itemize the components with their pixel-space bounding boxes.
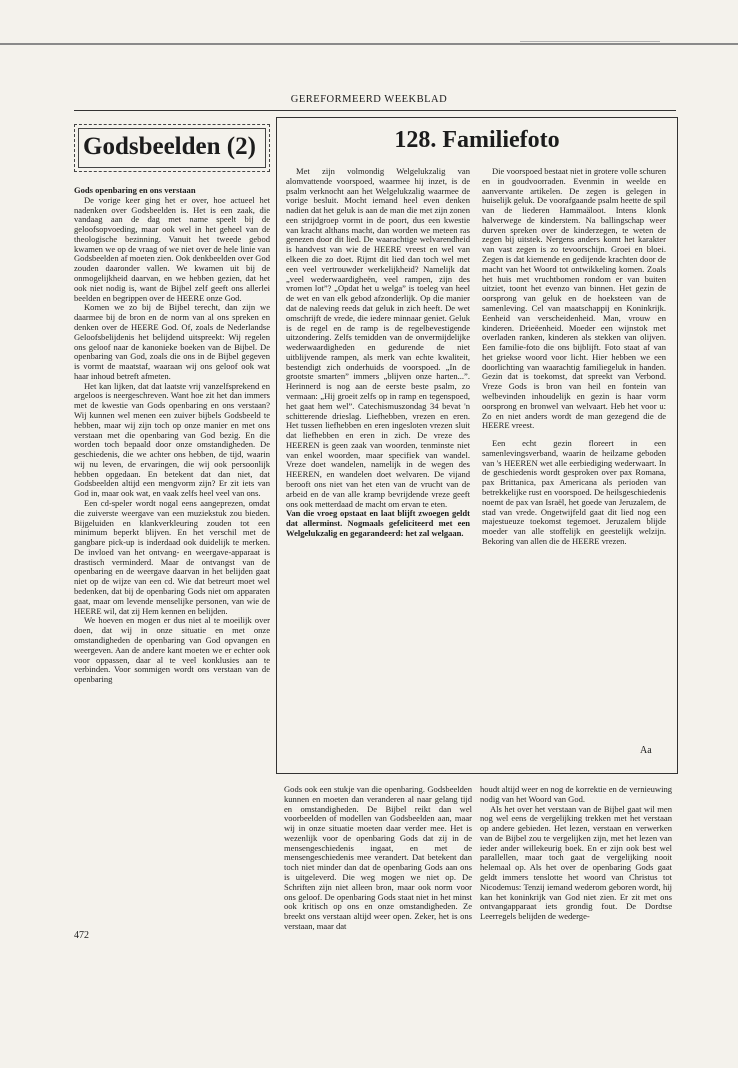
left-paragraph: Een cd-speler wordt nogal eens aangeprezen, omdat die zuiverste weergave van een muziekstuk zou bieden. Bijgeluiden en klankverkleuring zouden tot een minimum beperkt blijven. En het verschil met de gangbare pick-up is inderdaad ook duidelijk te merken. De invloed van het ontvang- en weergave-apparaat is drastisch verminderd. Maar de ontvangst van de openbaring en de weergave daarvan in het belijden gaat niet op de wijze van een cd. Wie dat betreurt moet wel bedenken, dat bij de openbaring Gods niet om apparaten gaat, maar om levende menselijke personen, van wie de HEERE wil, dat zij Hem kennen en belijden. <box>74 498 270 616</box>
framed-article-title: 128. Familiefoto <box>394 127 560 153</box>
framed-bold-text: Van die vroeg opstaat en laat blijft zwoegen geldt dat allerminst. Nogmaals gefeliciteerd met een Welgelukzalig en gegarandeerd: het zal welgaan. <box>286 508 470 538</box>
top-rule <box>0 43 738 45</box>
right-paragraph: houdt altijd weer en nog de korrektie en de vernieuwing nodig van het Woord van God. <box>480 784 672 804</box>
left-title-box <box>74 124 270 172</box>
middle-column-continued <box>284 785 472 932</box>
page-number: 472 <box>74 930 89 941</box>
framed-paragraph: Met zijn volmondig Welgelukzalig van alomvattende voorspoed, waarmee hij inzet, is de psalm verknocht aan het Welgelukzalig waarmee de vorige besluit. Mocht iemand heel even denken nadien dat het geluk is aan de man die met zijn zonen een strijdgroep vormt in de poort, dus een kwestie van kracht althans macht, dan worden we meteen ras genezen door dit lied. De waarachtige welvarendheid is handvest van wie de HEERE vreest en wel van elkeen die zo doet. Rijmt dit lied dan toch wel met een veel vertrouwder werkelijkheid? Namelijk dat „veel wederwaardigheën, veel rampen, zijn des vromen lot”? „Opdat het u welga” is toeleg van heel de wet en van elk gebod afzonderlijk. Op die manier dat de naleving reeds dat geluk in zich heeft. De wet omschrijft de vrede, die iedere minnaar geniet. Geluk is de regel en de ramp is de regelbevestigende uitzondering. Zelfs temidden van de onvermijdelijke wederwaardigheden en gedurende de niet uitblijvende rampen, als merk van echte kwaliteit, bestendigt zich onderhuids de voorspoed. „In de grootste smarten” immers „blijven onze harten...”. Herinnerd is nog aan de eerste beste psalm, zo vermaan: „Hij groeit zelfs op in ramp en tegenspoed, het gaat hem wel”. Catechismuszondag 34 bevat 'n schitterende drieslag. Liefhebben, vrezen en eren. Het tussen liefhebben en eren ingesloten vrezen sluit dat liefhebben en eren in zich. De vreze des HEEREN is geen zaak van woorden, tenminste niet van enkel woorden, maar specifiek van wandel. Vreze doet wandelen, namelijk in de wegen des HEEREN, en wandelen doet welvaren. De vijand berooft ons niet van het eten van de vrucht van de arbeid en de van alle kramp bevrijdende vreze geeft ons ook metterdaad de macht om ervan te eten. <box>286 166 470 509</box>
middle-paragraph: Gods ook een stukje van die openbaring. Godsbeelden kunnen en moeten dan veranderen al naar gelang tijd en omstandigheden. De Bijbel reikt dan wel voorbeelden of modellen van Godsbeelden aan, maar wij in onze situatie moeten daar verder mee. Het is wezenlijk voor de openbaring Gods dat zij in de mensengeschiedenis ingaat, en met de mensengeschiedenis mee verandert. Dat betekent dan toch niet minder dan dat de openbaring Gods aan ons is uitgeleverd. Die weg mogen we niet op. De Schriften zijn niet alleen bron, maar ook norm voor ons geloof. De openbaring Gods staat niet in het minst ook kritisch op ons en onze omstandigheden. Ze breekt ons verstaan altijd weer open. Zeker, het is ons verstaan, maar dat <box>284 784 472 931</box>
left-paragraph: We hoeven en mogen er dus niet al te moeilijk over doen, dat wij in onze situatie en met onze omstandigheden de openbaring van God opvangen en weergeven. Aan de andere kant moeten we er echter ook voor oppassen, daar al te veel konklusies aan te verbinden. Voor sommigen wordt ons verstaan van de openbaring <box>74 615 270 685</box>
left-subhead: Gods openbaring en ons verstaan <box>74 185 196 195</box>
framed-bold-paragraph <box>286 509 470 538</box>
framed-column-2 <box>482 167 666 547</box>
framed-paragraph: Die voorspoed bestaat niet in grotere volle schuren en in goudvoorraden. Evenmin in weelde en aanvervante artikelen. De zegen is gelegen in huiselijk geluk. De voorafgaande psalm heette de spil van de liederen Hammaäloot. Intens klonk halverwege de kinderstem. Na ballingschap weer durven spreken over de kinderzegen, te weten de zegen bij uitstek. Nergens anders komt het karakter van vast zegen is zo tevoorschijn. Groei en bloei. Zegen is dat kiemende en gedijende krachten door de macht van het Woord tot ontwikkeling komen. Zoals het huis met vruchtbomen rondom er van buiten uitziet, toont het evenzo van binnen. Het gezin de oorsprong van geluk en de hoeksteen van de samenleving. Cel van maatschappij en Koninkrijk. Eenheid van verscheidenheid. Man, vrouw en kinderen. Drieëenheid. Moeder een wijnstok met overladen ranken, kinderen als stekken van olijven. Een familie-foto die ons bijblijft. Foto staat af van het griekse woord voor licht. Hier hebben we een doorlichting van waarachtig familiegeluk in handen. Gezin dat is toekomst, dat spreekt van Verbond. Vreze Gods is bron van heil en fontein van welbevinden inhoudelijk en gezin is haar vorm oorsprong en bronwel van welvaart. Heb het voor u: Zo en niet anders wordt de man gezegend die de HEERE vreest. <box>482 166 666 431</box>
journal-header: GEREFORMEERD WEEKBLAD <box>290 94 448 105</box>
framed-column-1 <box>286 167 470 539</box>
right-column-continued <box>480 785 672 922</box>
framed-paragraph: Een echt gezin floreert in een samenlevingsverband, waarin de heilzame geboden van 's HEEREN wet alle eerbiediging wederwaart. In de geschiedenis wordt gesproken over pax Romana, pax Brittanica, pax Americana als perioden van betrekkelijke rust en voorspoed. De heilsgeschiedenis noemt de pax van Israël, het goede van Jeruzalem, de stad van vrede. Ongetwijfeld gaat dit lied nog een majestueuze toekomst tegemoet. Jeruzalem blijde moeder van alle stoffelijk en geestelijk welzijn. Bekoring van allen die de HEERE vrezen. <box>482 438 666 546</box>
left-paragraph: Komen we zo bij de Bijbel terecht, dan zijn we daarmee bij de bron en de norm van al ons spreken en denken over de HEERE God. Of, zoals de Nederlandse Geloofsbelijdenis het belijdend uitspreekt: Wij regelen ons geloof naar de kanonieke boeken van de Bijbel. De openbaring van God, zoals die ons in de Bijbel gegeven is vormt de maatstaf, waaraan wij ons geloof ook wat haar inhoud betreft afmeten. <box>74 302 270 381</box>
left-paragraph: De vorige keer ging het er over, hoe actueel het nadenken over Godsbeelden is. Het is een zaak, die vandaag aan de dag met name speelt bij de geloofsopvoeding, maar ook wel in het geheel van de theologische bezinning. Vanuit het tweede gebod kwamen we op de vraag of we niet over de hele linie van Godsbeelden af moeten zien. Ook denkbeelden over God zouden daaronder vallen. We kwamen uit bij de onmogelijkheid daarvan, en we hebben gezien, dat het ook niet nodig is, want de Bijbel zelf geeft ons allerlei beelden en begrippen over de HEERE onze God. <box>74 194 270 303</box>
right-paragraph: Als het over het verstaan van de Bijbel gaat wil men nog wel eens de vergelijking trekken met het verstaan op andere gebieden. Het lezen, verstaan en verwerken van de Bijbel zou te vergelijken zijn, met het lezen van ieder ander willekeurig boek. En er zijn ook best wel parallellen, maar toch gaat de vergelijking nooit helemaal op. Als het over de openbaring Gods gaat geldt immers tenslotte het woord van Christus tot Nicodemus: Tenzij iemand wederom geboren wordt, hij kan het koninkrijk van God niet zien. Er zit met ons ontvangapparaat iets grondig fout. De Dordtse Leerregels belijden de wederge- <box>480 803 672 922</box>
header-rule <box>74 110 676 111</box>
left-column <box>74 183 270 685</box>
left-article-title: Godsbeelden (2) <box>83 133 256 160</box>
top-rule-fragment <box>520 41 660 42</box>
framed-signature: Aa <box>640 745 652 756</box>
left-paragraph: Het kan lijken, dat dat laatste vrij vanzelfsprekend en argeloos is neergeschreven. Want hoe zit het dan immers met de kwestie van Gods openbaring en ons verstaan? Wij kunnen wel menen een zuiver bijbels Godsbeeld te hebben, maar wij zijn toch op onze manier en met ons verstaan met die openbaring van God bezig. En die worden toch bepaald door onze omstandigheden. De geschiedenis, die we achter ons hebben, de tijd, waarin wij nu leven, de ervaringen, die wij ook persoonlijk hebben opgedaan. En betekent dat dan niet, dat Godsbeelden altijd een mengvorm zijn? Er zit iets van God in, maar ook wat, en vaak zelfs heel veel van ons. <box>74 380 270 499</box>
